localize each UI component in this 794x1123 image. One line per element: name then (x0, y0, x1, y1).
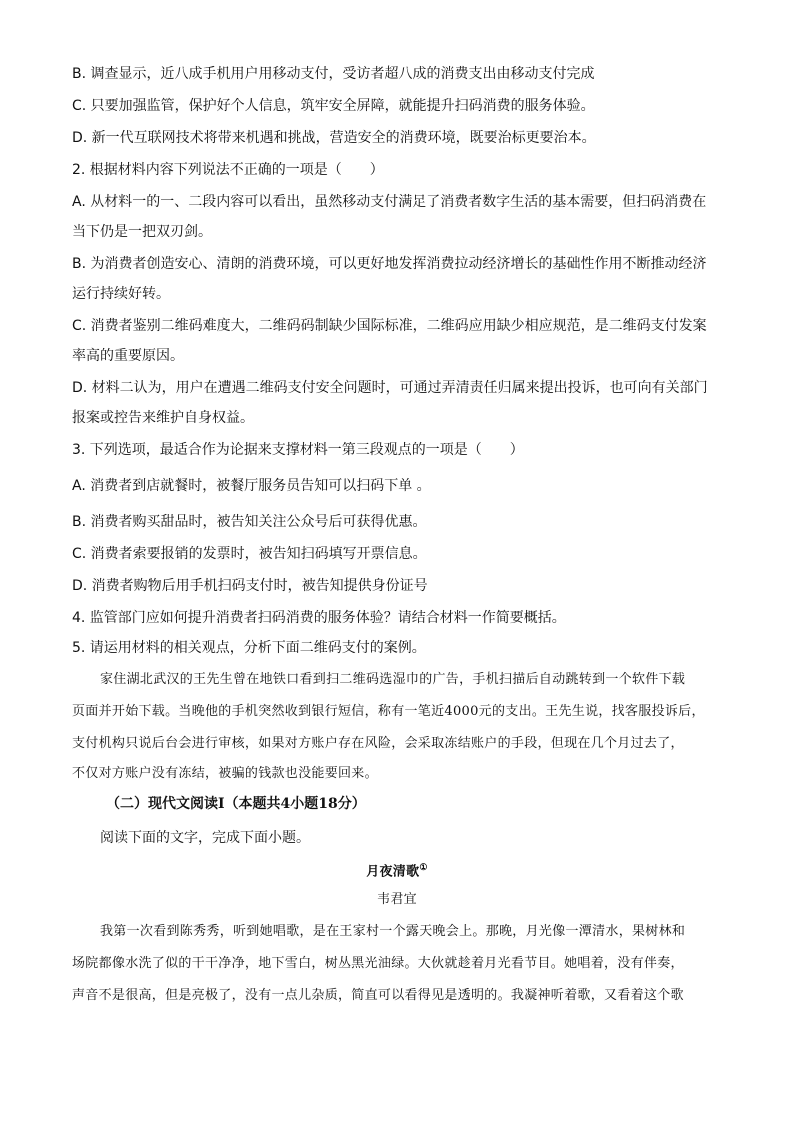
q2-option-a-line1: A. 从材料一的一、二段内容可以看出，虽然移动支付满足了消费者数字生活的基本需要，但扫码消费在 (72, 194, 707, 210)
story-paragraph-line: 我第一次看到陈秀秀，听到她唱歌，是在王家村一个露天晚会上。那晚，月光像一潭清水，果树林和 (100, 924, 686, 939)
q3-stem: 3. 下列选项，最适合作为论据来支撑材料一第三段观点的一项是（ ） (72, 442, 524, 458)
q2-option-c-line2: 率高的重要原因。 (72, 348, 184, 364)
q2-option-a-line2: 当下仍是一把双刃剑。 (72, 224, 212, 240)
case-paragraph-line: 页面并开始下载。当晚他的手机突然收到银行短信，称有一笔近4000元的支出。王先生说，找客服投诉后， (72, 704, 705, 719)
q3-option-c: C. 消费者索要报销的发票时，被告知扫码填写开票信息。 (72, 546, 427, 562)
q3-option-a: A. 消费者到店就餐时，被餐厅服务员告知可以扫码下单 。 (72, 478, 431, 494)
q2-option-d-line1: D. 材料二认为，用户在遭遇二维码支付安全问题时，可通过弄清责任归属来提出投诉，也可向有关部门 (72, 380, 708, 396)
q5-stem: 5. 请运用材料的相关观点，分析下面二维码支付的案例。 (72, 640, 426, 656)
q3-option-b: B. 消费者购买甜品时，被告知关注公众号后可获得优惠。 (72, 514, 427, 530)
story-author: 韦君宜 (377, 892, 417, 907)
q2-option-c-line1: C. 消费者鉴别二维码难度大，二维码码制缺少国际标准，二维码应用缺少相应规范，是二维码支付发案 (72, 318, 707, 334)
reading-instruction: 阅读下面的文字，完成下面小题。 (100, 830, 310, 846)
q2-stem: 2. 根据材料内容下列说法不正确的一项是（ ） (72, 162, 384, 178)
q2-option-b-line2: 运行持续好转。 (72, 286, 170, 302)
q2-option-d-line2: 报案或控告来维护自身权益。 (72, 410, 254, 426)
q1-option-c: C. 只要加强监管，保护好个人信息，筑牢安全屏障，就能提升扫码消费的服务体验。 (72, 98, 595, 114)
story-title: 月夜清歌 (366, 864, 420, 880)
q1-option-b: B. 调查显示，近八成手机用户用移动支付，受访者超八成的消费支出由移动支付完成 (72, 66, 595, 82)
q2-option-b-line1: B. 为消费者创造安心、清朗的消费环境，可以更好地发挥消费拉动经济增长的基础性作用不断推动经济 (72, 256, 707, 272)
story-paragraph-line: 声音不是很高，但是亮极了，没有一点儿杂质，简直可以看得见是透明的。我凝神听着歌，又看着这个歌 (72, 988, 684, 1003)
footnote-marker: ① (419, 863, 428, 873)
q4-stem: 4. 监管部门应如何提升消费者扫码消费的服务体验？请结合材料一作简要概括。 (72, 610, 566, 626)
story-title-row (0, 858, 794, 882)
story-paragraph-line: 场院都像水洗了似的干干净净，地下雪白，树丛黑光油绿。大伙就趁着月光看节目。她唱着，没有伴奏， (72, 956, 684, 971)
case-paragraph-line: 不仅对方账户没有冻结，被骗的钱款也没能要回来。 (72, 766, 378, 781)
q1-option-d: D. 新一代互联网技术将带来机遇和挑战，营造安全的消费环境，既要治标更要治本。 (72, 130, 596, 146)
case-paragraph-line: 家住湖北武汉的王先生曾在地铁口看到扫二维码选湿巾的广告，手机扫描后自动跳转到一个软件下载 (100, 672, 686, 687)
section-heading: （二）现代文阅读Ⅰ（本题共4小题18分） (106, 796, 366, 812)
case-paragraph-line: 支付机构只说后台会进行审核，如果对方账户存在风险，会采取冻结账户的手段，但现在几个月过去了， (72, 736, 684, 751)
q3-option-d: D. 消费者购物后用手机扫码支付时，被告知提供身份证号 (72, 578, 428, 594)
